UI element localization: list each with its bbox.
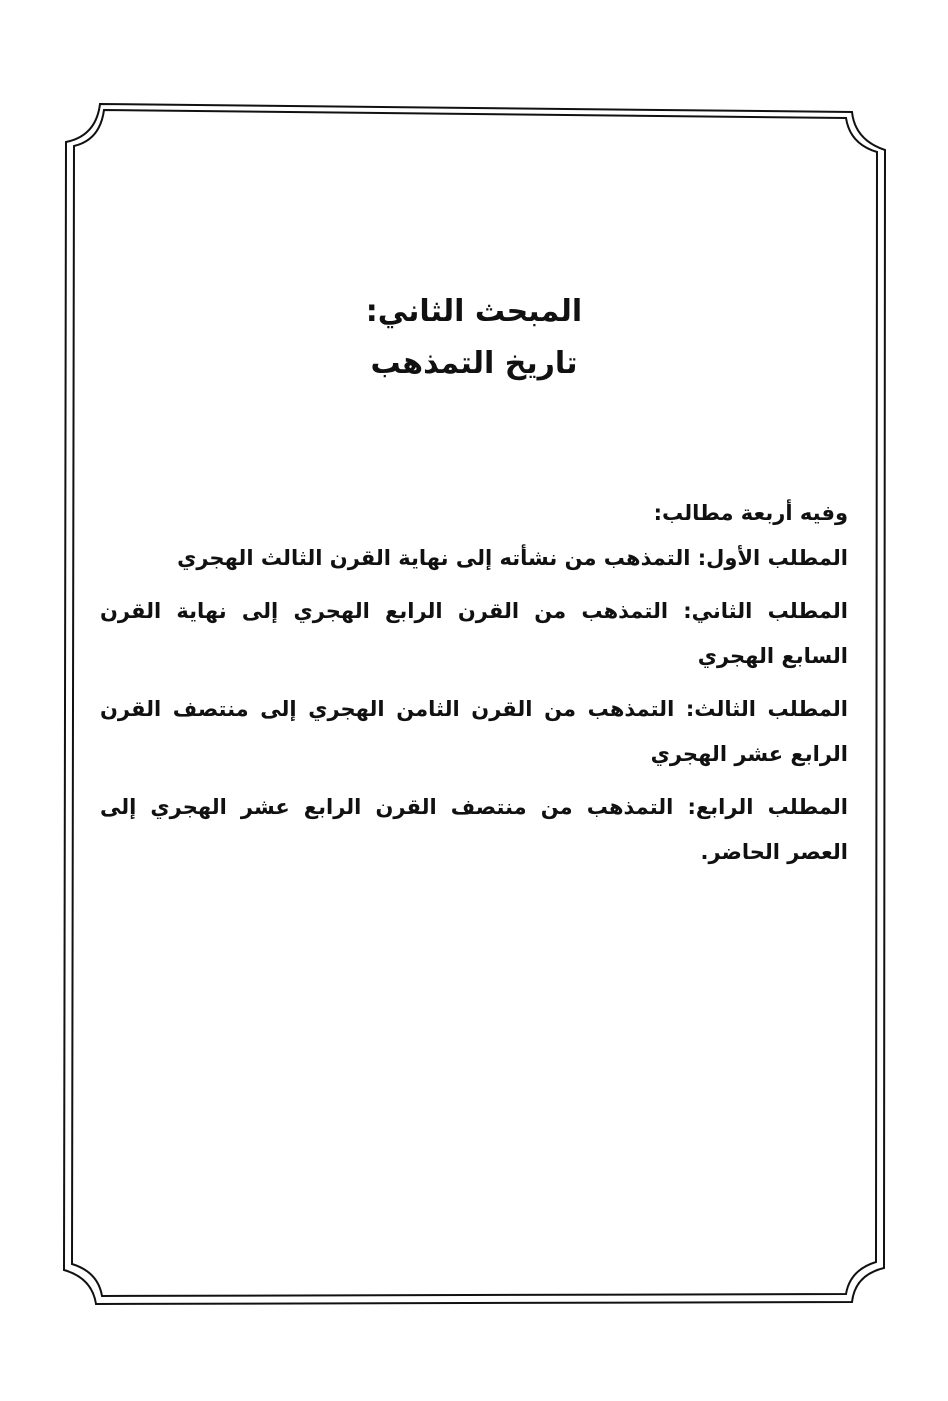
list-item-1 xyxy=(100,536,848,581)
section-heading xyxy=(100,290,848,386)
item-text: التمذهب من منتصف القرن الرابع عشر الهجري إلى العصر الحاضر. xyxy=(100,795,848,864)
list-item-4 xyxy=(100,785,848,875)
item-text: التمذهب من نشأته إلى نهاية القرن الثالث الهجري xyxy=(177,546,691,570)
section-title: تاريخ التمذهب xyxy=(370,346,578,381)
item-text: التمذهب من القرن الرابع الهجري إلى نهاية القرن السابع الهجري xyxy=(100,599,848,668)
intro-text: وفيه أربعة مطالب: xyxy=(653,501,848,525)
item-label: المطلب الثاني: xyxy=(668,599,848,623)
list-item-2 xyxy=(100,589,848,679)
list-item-3 xyxy=(100,687,848,777)
item-text: التمذهب من القرن الثامن الهجري إلى منتصف القرن الرابع عشر الهجري xyxy=(100,697,848,766)
item-label: المطلب الأول: xyxy=(690,546,848,570)
page-content xyxy=(100,270,848,875)
section-number-title: المبحث الثاني: xyxy=(365,294,583,329)
item-label: المطلب الثالث: xyxy=(674,697,848,721)
item-label: المطلب الرابع: xyxy=(673,795,848,819)
